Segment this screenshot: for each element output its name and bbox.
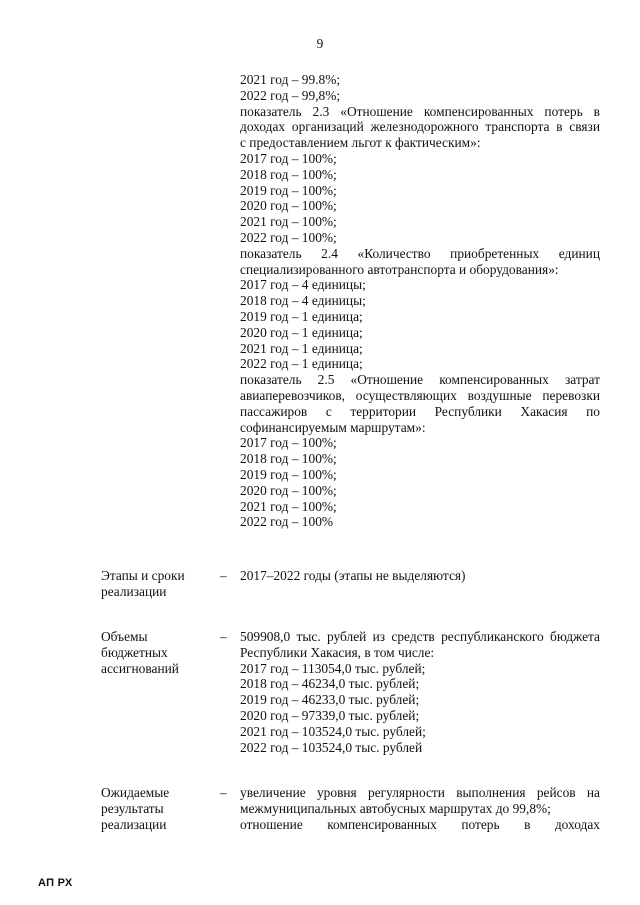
budget-label: Объемы бюджетных ассигнований <box>101 629 179 676</box>
year-line: 2022 год – 100%; <box>240 229 337 245</box>
year-line: 2020 год – 1 единица; <box>240 324 363 340</box>
year-line: 2022 год – 1 единица; <box>240 356 363 372</box>
budget-year-line: 2017 год – 113054,0 тыс. рублей; <box>240 660 426 676</box>
budget-dash: – <box>220 629 227 644</box>
year-line: 2017 год – 100%; <box>240 435 337 451</box>
budget-year-line: 2022 год – 103524,0 тыс. рублей <box>240 739 423 755</box>
stages-label: Этапы и сроки реализации <box>101 568 185 599</box>
page-number: 9 <box>316 36 324 51</box>
budget-year-line: 2020 год – 97339,0 тыс. рублей; <box>240 707 420 723</box>
indicator-2-4-text: показатель 2.4 «Количество приобретенных единиц <box>240 245 600 261</box>
year-line: 2021 год – 1 единица; <box>240 340 363 356</box>
budget-source: Республики Хакасия, в том числе: <box>240 644 435 660</box>
results-value <box>240 785 600 832</box>
stages-dash: – <box>220 568 227 583</box>
indicator-2-5-text: пассажиров с территории Республики Хакасия по <box>240 403 600 419</box>
results-text: увеличение уровня регулярности выполнения рейсов на <box>240 785 600 800</box>
results-text: межмуниципальных автобусных маршрутах до 99,8%; <box>240 800 551 816</box>
results-text: отношение компенсированных потерь в доходах <box>240 816 600 832</box>
stages-value: 2017–2022 годы (этапы не выделяются) <box>240 568 466 583</box>
results-label: Ожидаемые результаты реализации <box>101 785 170 832</box>
year-line: 2021 год – 99.8%; <box>240 72 341 87</box>
year-line: 2019 год – 1 единица; <box>240 308 363 324</box>
indicator-2-3-text: доходах организаций железнодорожного транспорта в связи <box>240 119 600 135</box>
indicators-continued <box>240 72 600 530</box>
indicator-2-5-text: показатель 2.5 «Отношение компенсированных затрат <box>240 372 600 388</box>
year-line: 2021 год – 100%; <box>240 214 337 230</box>
indicator-2-3-text: с предоставлением льгот к фактическим»: <box>240 135 481 151</box>
year-line: 2017 год – 100%; <box>240 150 337 166</box>
year-line: 2017 год – 4 единицы; <box>240 277 366 293</box>
results-dash: – <box>220 785 227 800</box>
budget-year-line: 2018 год – 46234,0 тыс. рублей; <box>240 676 420 692</box>
budget-total: 509908,0 тыс. рублей из средств республиканского бюджета <box>240 629 600 644</box>
footer-stamp: АП РХ <box>38 877 73 889</box>
indicator-2-3-text: показатель 2.3 «Отношение компенсированных потерь в <box>240 103 600 119</box>
year-line: 2020 год – 100%; <box>240 198 337 214</box>
year-line: 2020 год – 100%; <box>240 482 337 498</box>
year-line: 2018 год – 100%; <box>240 166 337 182</box>
indicator-2-5-text: авиаперевозчиков, осуществляющих воздушные перевозки <box>240 387 600 403</box>
year-line: 2022 год – 100% <box>240 514 334 530</box>
indicator-2-4-text: специализированного автотранспорта и оборудования»: <box>240 261 559 277</box>
budget-value <box>240 629 600 755</box>
year-line: 2019 год – 100%; <box>240 466 337 482</box>
indicator-2-5-text: софинансируемым маршрутам»: <box>240 419 426 435</box>
budget-year-line: 2019 год – 46233,0 тыс. рублей; <box>240 692 420 708</box>
year-line: 2022 год – 99,8%; <box>240 87 341 103</box>
budget-year-line: 2021 год – 103524,0 тыс. рублей; <box>240 723 426 739</box>
year-line: 2018 год – 4 единицы; <box>240 293 366 309</box>
year-line: 2019 год – 100%; <box>240 182 337 198</box>
year-line: 2021 год – 100%; <box>240 498 337 514</box>
year-line: 2018 год – 100%; <box>240 451 337 467</box>
